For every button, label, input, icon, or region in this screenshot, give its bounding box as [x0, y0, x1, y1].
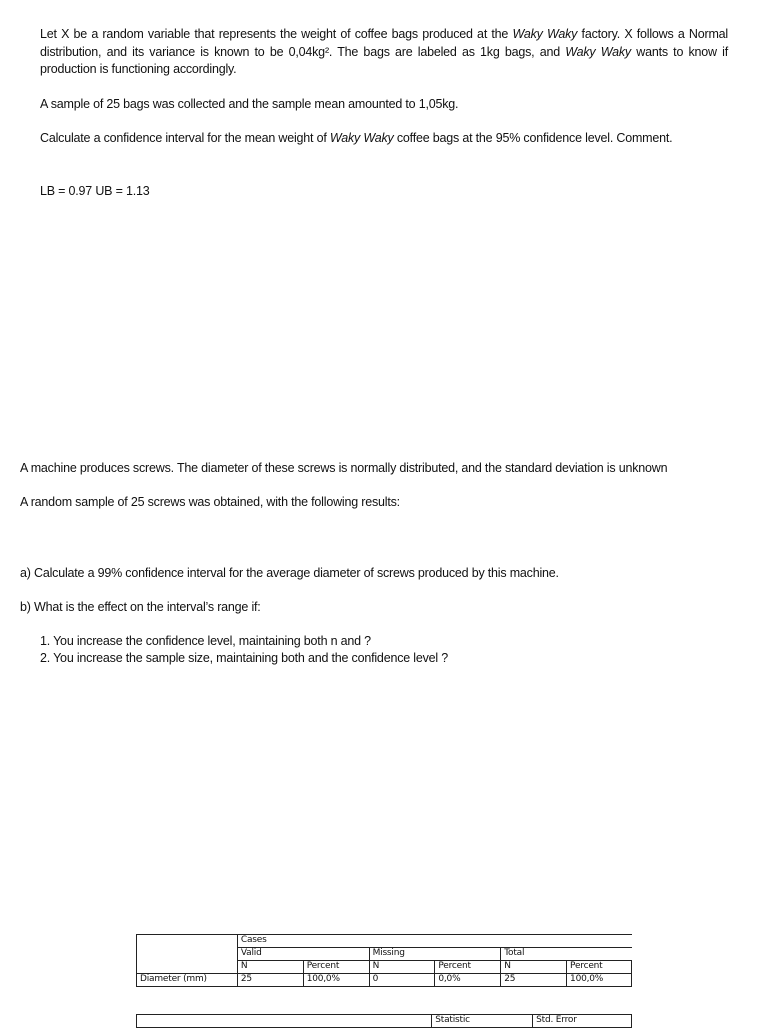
problem1-paragraph2: A sample of 25 bags was collected and the sample mean amounted to 1,05kg. — [40, 97, 459, 111]
table-row: Diameter (mm) 25 100,0% 0 0,0% 25 100,0% — [137, 974, 632, 987]
case-processing-table: Cases Valid Missing Total N Percent N Percent N Percent Diameter (mm) 25 100,0% 0 0,0% 25 100,0% — [136, 934, 632, 987]
brand-name: Waky Waky — [329, 131, 394, 145]
brand-name: Waky Waky — [565, 44, 631, 59]
problem2-intro: A machine produces screws. The diameter of these screws is normally distributed, and the standard deviation is unknown — [20, 461, 668, 475]
question-a: a) Calculate a 99% confidence interval for the average diameter of screws produced by this machine. — [20, 566, 559, 580]
question-b1: 1. You increase the confidence level, maintaining both n and ? — [40, 634, 371, 648]
problem1-paragraph3: Calculate a confidence interval for the mean weight of Waky Waky coffee bags at the 95% confidence level. Comment. — [40, 131, 673, 145]
descriptives-table: Statistic Std. Error — [136, 1014, 632, 1028]
problem1-answer: LB = 0.97 UB = 1.13 — [40, 184, 150, 198]
problem1-paragraph1: Let X be a random variable that represents the weight of coffee bags produced at the Waky Waky factory. X follows a Normal distribution, and its variance is known to be 0,04kg². The bags are labeled as 1kg bags, and Waky Waky wants to know if production is functioning accordingly. — [40, 27, 729, 76]
brand-name: Waky Waky — [512, 27, 578, 41]
question-b: b) What is the effect on the interval’s range if: — [20, 600, 261, 614]
problem2-sample: A random sample of 25 screws was obtained, with the following results: — [20, 495, 400, 509]
question-b2: 2. You increase the sample size, maintaining both and the confidence level ? — [40, 651, 448, 665]
